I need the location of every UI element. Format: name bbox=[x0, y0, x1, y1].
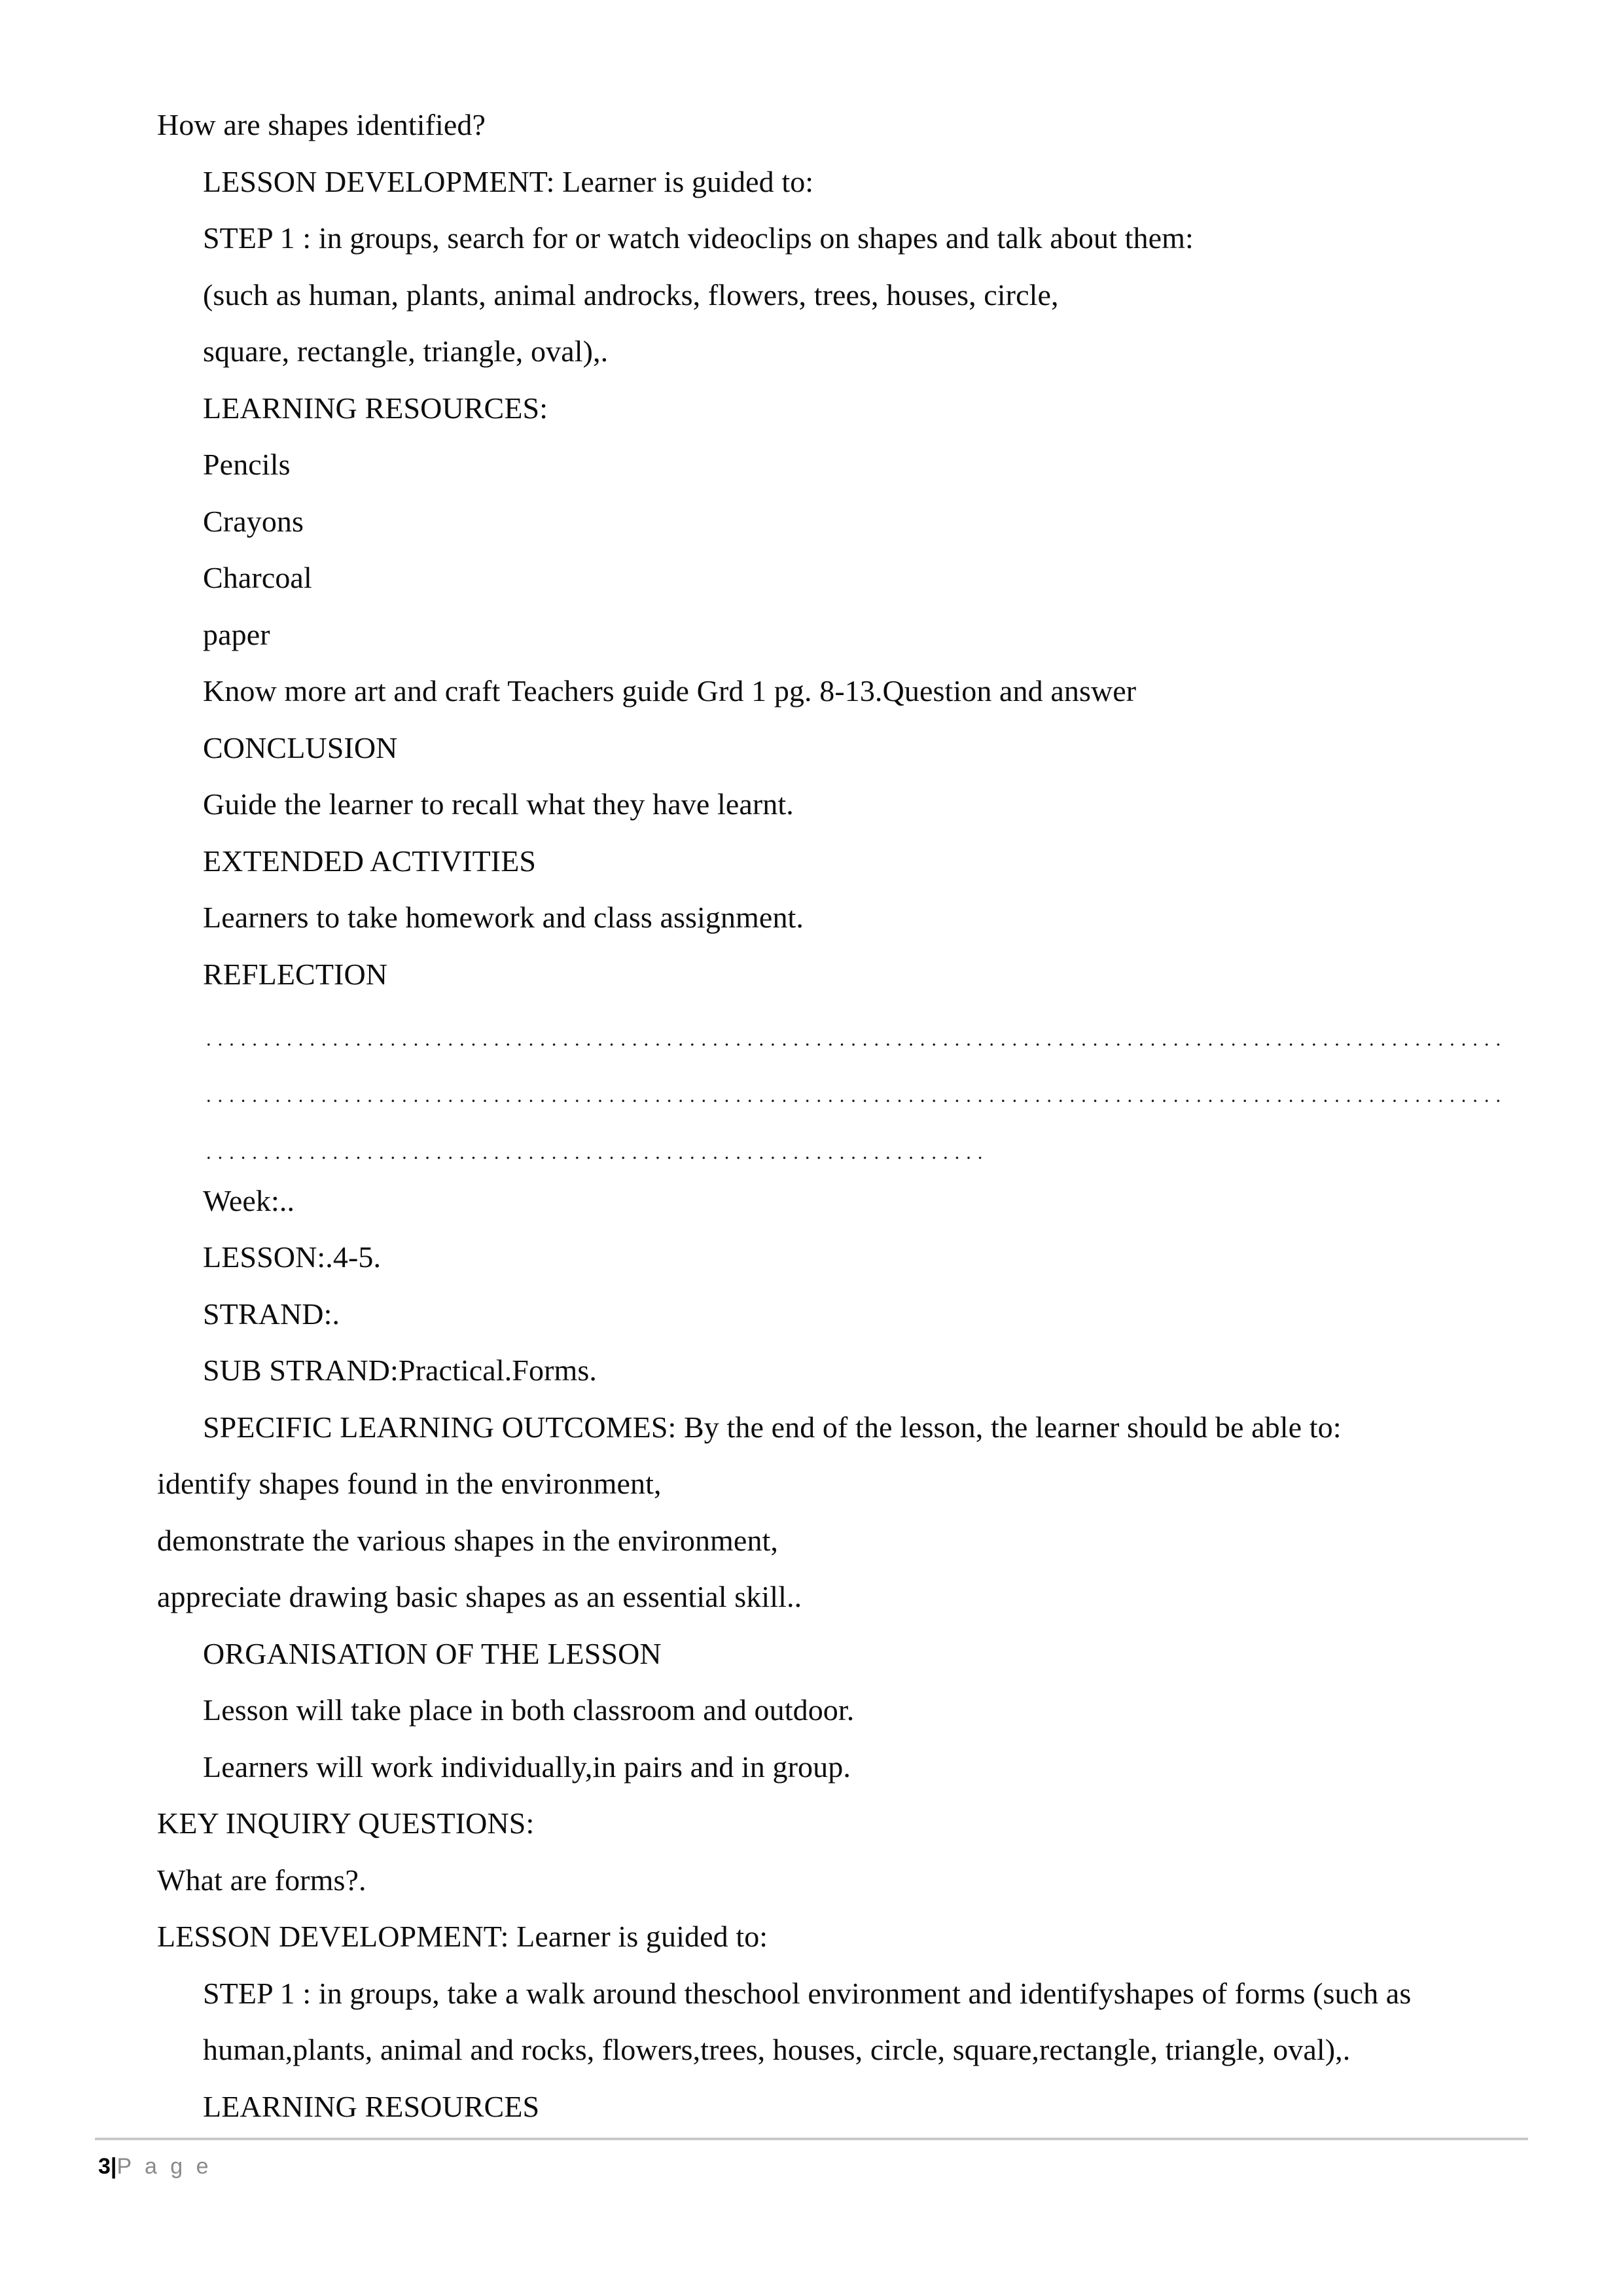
document-line: demonstrate the various shapes in the environment, bbox=[157, 1523, 779, 1557]
document-line: LEARNING RESOURCES bbox=[203, 2089, 540, 2123]
footer-page-word: P a g e bbox=[116, 2154, 213, 2179]
document-line: Guide the learner to recall what they have learnt. bbox=[203, 787, 794, 821]
document-line: (such as human, plants, animal androcks, flowers, trees, houses, circle, bbox=[203, 278, 1059, 312]
document-body bbox=[157, 97, 1544, 2135]
document-line: Pencils bbox=[203, 448, 291, 481]
page-footer bbox=[0, 2073, 1623, 2296]
document-line: paper bbox=[203, 617, 270, 651]
document-line: LESSON DEVELOPMENT: Learner is guided to: bbox=[203, 164, 814, 198]
document-line: STRAND:. bbox=[203, 1297, 340, 1331]
document-line: Crayons bbox=[203, 504, 304, 538]
document-line: STEP 1 : in groups, search for or watch videoclips on shapes and talk about them: bbox=[203, 221, 1194, 255]
document-line: LESSON:.4-5. bbox=[203, 1240, 382, 1274]
reflection-dotted-line bbox=[157, 1116, 1544, 1173]
document-line: LEARNING RESOURCES: bbox=[203, 391, 548, 425]
document-line: Learners to take homework and class assignment. bbox=[203, 901, 804, 934]
document-line: KEY INQUIRY QUESTIONS: bbox=[157, 1806, 535, 1840]
footer-page-indicator bbox=[98, 2151, 212, 2182]
dotted-leader bbox=[203, 1003, 1508, 1060]
document-line: Learners will work individually,in pairs and in group. bbox=[203, 1749, 851, 1784]
document-line: ORGANISATION OF THE LESSON bbox=[203, 1636, 662, 1670]
document-line: SUB STRAND:Practical.Forms. bbox=[203, 1354, 597, 1387]
document-line: LESSON DEVELOPMENT: Learner is guided to: bbox=[157, 1920, 768, 1953]
document-line: CONCLUSION bbox=[203, 730, 398, 764]
document-line: EXTENDED ACTIVITIES bbox=[203, 844, 537, 878]
reflection-dotted-line bbox=[157, 1060, 1544, 1117]
document-line: appreciate drawing basic shapes as an essential skill.. bbox=[157, 1580, 802, 1613]
document-line: human,plants, animal and rocks, flowers,trees, houses, circle, square,rectangle, triangle, oval),. bbox=[203, 2033, 1351, 2066]
document-line: Week:.. bbox=[203, 1183, 295, 1217]
document-line: SPECIFIC LEARNING OUTCOMES: By the end of the lesson, the learner should be able to: bbox=[203, 1410, 1342, 1444]
footer-divider bbox=[95, 2138, 1528, 2140]
dotted-leader bbox=[203, 1116, 985, 1173]
document-line: identify shapes found in the environment, bbox=[157, 1467, 662, 1500]
document-line: REFLECTION bbox=[203, 957, 388, 991]
document-line: Charcoal bbox=[203, 561, 312, 594]
document-line: What are forms?. bbox=[157, 1863, 366, 1897]
reflection-dotted-line bbox=[157, 1003, 1544, 1060]
document-line: How are shapes identified? bbox=[157, 108, 486, 141]
document-line: Lesson will take place in both classroom and outdoor. bbox=[203, 1693, 855, 1727]
footer-separator: | bbox=[110, 2154, 117, 2179]
document-line: Know more art and craft Teachers guide Grd 1 pg. 8-13.Question and answer bbox=[203, 674, 1137, 708]
footer-page-number: 3 bbox=[98, 2154, 111, 2179]
document-line: STEP 1 : in groups, take a walk around theschool environment and identifyshapes of forms (such as bbox=[203, 1976, 1412, 2010]
document-line: square, rectangle, triangle, oval),. bbox=[203, 334, 609, 368]
dotted-leader bbox=[203, 1060, 1508, 1117]
